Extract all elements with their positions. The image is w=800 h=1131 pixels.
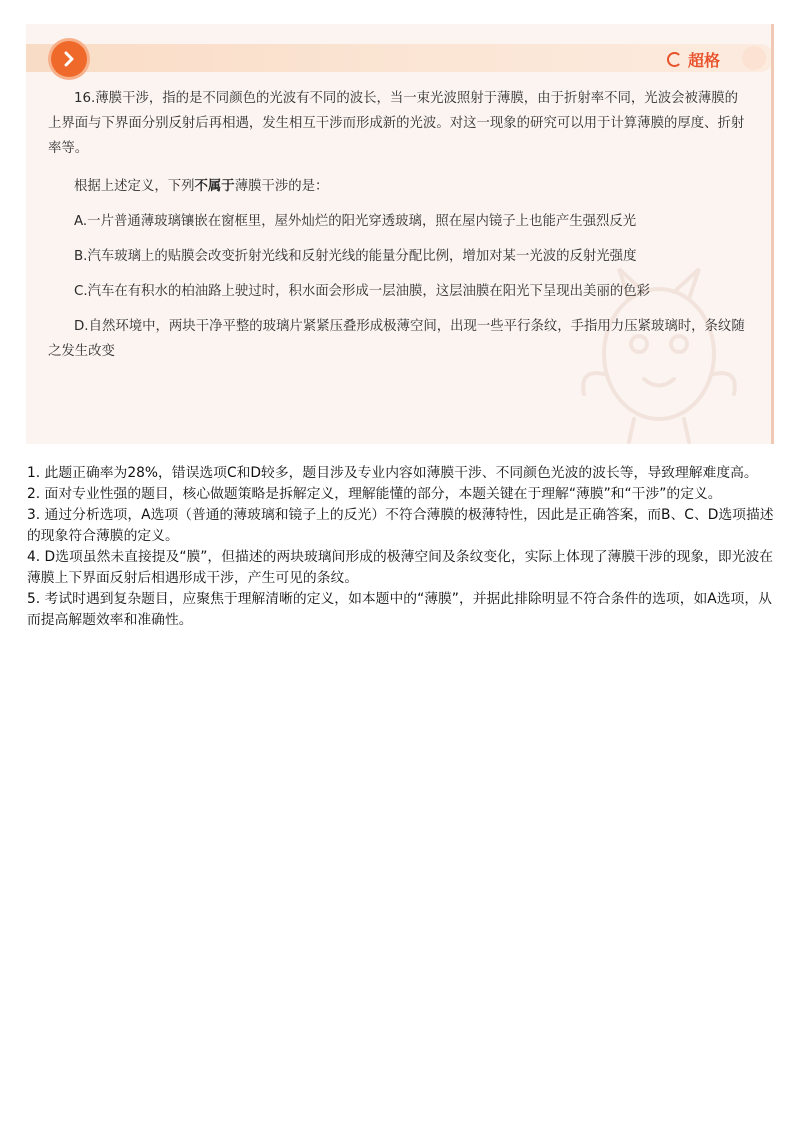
stem-emphasis: 不属于 <box>194 179 235 194</box>
arrow-button <box>51 41 87 77</box>
chevron-right-icon <box>61 51 77 67</box>
question-stem: 根据上述定义，下列不属于薄膜干涉的是： <box>74 179 329 194</box>
analysis-notes <box>27 463 775 631</box>
card-edge <box>771 24 774 444</box>
note-item: 1. 此题正确率为28%，错误选项C和D较多，题目涉及专业内容如薄膜干涉、不同颜色光波的波长等，导致理解难度高。 <box>27 465 758 481</box>
header-bar <box>26 44 774 72</box>
option-a: A.一片普通薄玻璃镶嵌在窗框里，屋外灿烂的阳光穿透玻璃，照在屋内镜子上也能产生强烈反光 <box>74 214 637 229</box>
option-c: C.汽车在有积水的柏油路上驶过时，积水面会形成一层油膜，这层油膜在阳光下呈现出美丽的色彩 <box>74 284 651 299</box>
question-block <box>48 86 748 364</box>
question-intro: 16.薄膜干涉，指的是不同颜色的光波有不同的波长，当一束光波照射于薄膜，由于折射率不同，光波会被薄膜的上界面与下界面分别反射后再相遇，发生相互干涉而形成新的光波。对这一现象的研究可以用于计算薄膜的厚度、折射率等。 <box>48 91 745 156</box>
note-item: 5. 考试时遇到复杂题目，应聚焦于理解清晰的定义，如本题中的“薄膜”，并据此排除明显不符合条件的选项，如A选项，从而提高解题效率和准确性。 <box>27 591 772 628</box>
note-item: 2. 面对专业性强的题目，核心做题策略是拆解定义，理解能懂的部分，本题关键在于理解“薄膜”和“干涉”的定义。 <box>27 486 722 502</box>
option-d: D.自然环境中，两块干净平整的玻璃片紧紧压叠形成极薄空间，出现一些平行条纹，手指用力压紧玻璃时，条纹随之发生改变 <box>48 319 745 359</box>
brand-logo-area <box>667 48 720 71</box>
question-card <box>26 24 774 444</box>
note-item: 3. 通过分析选项，A选项（普通的薄玻璃和镜子上的反光）不符合薄膜的极薄特性，因此是正确答案，而B、C、D选项描述的现象符合薄膜的定义。 <box>27 507 774 544</box>
header-decoration <box>742 46 766 70</box>
note-item: 4. D选项虽然未直接提及“膜”，但描述的两块玻璃间形成的极薄空间及条纹变化，实际上体现了薄膜干涉的现象，即光波在薄膜上下界面反射后相遇形成干涉，产生可见的条纹。 <box>27 549 774 586</box>
option-b: B.汽车玻璃上的贴膜会改变折射光线和反射光线的能量分配比例，增加对某一光波的反射光强度 <box>74 249 637 264</box>
brand-name: 超格 <box>687 51 720 70</box>
brand-logo-icon <box>667 52 682 67</box>
